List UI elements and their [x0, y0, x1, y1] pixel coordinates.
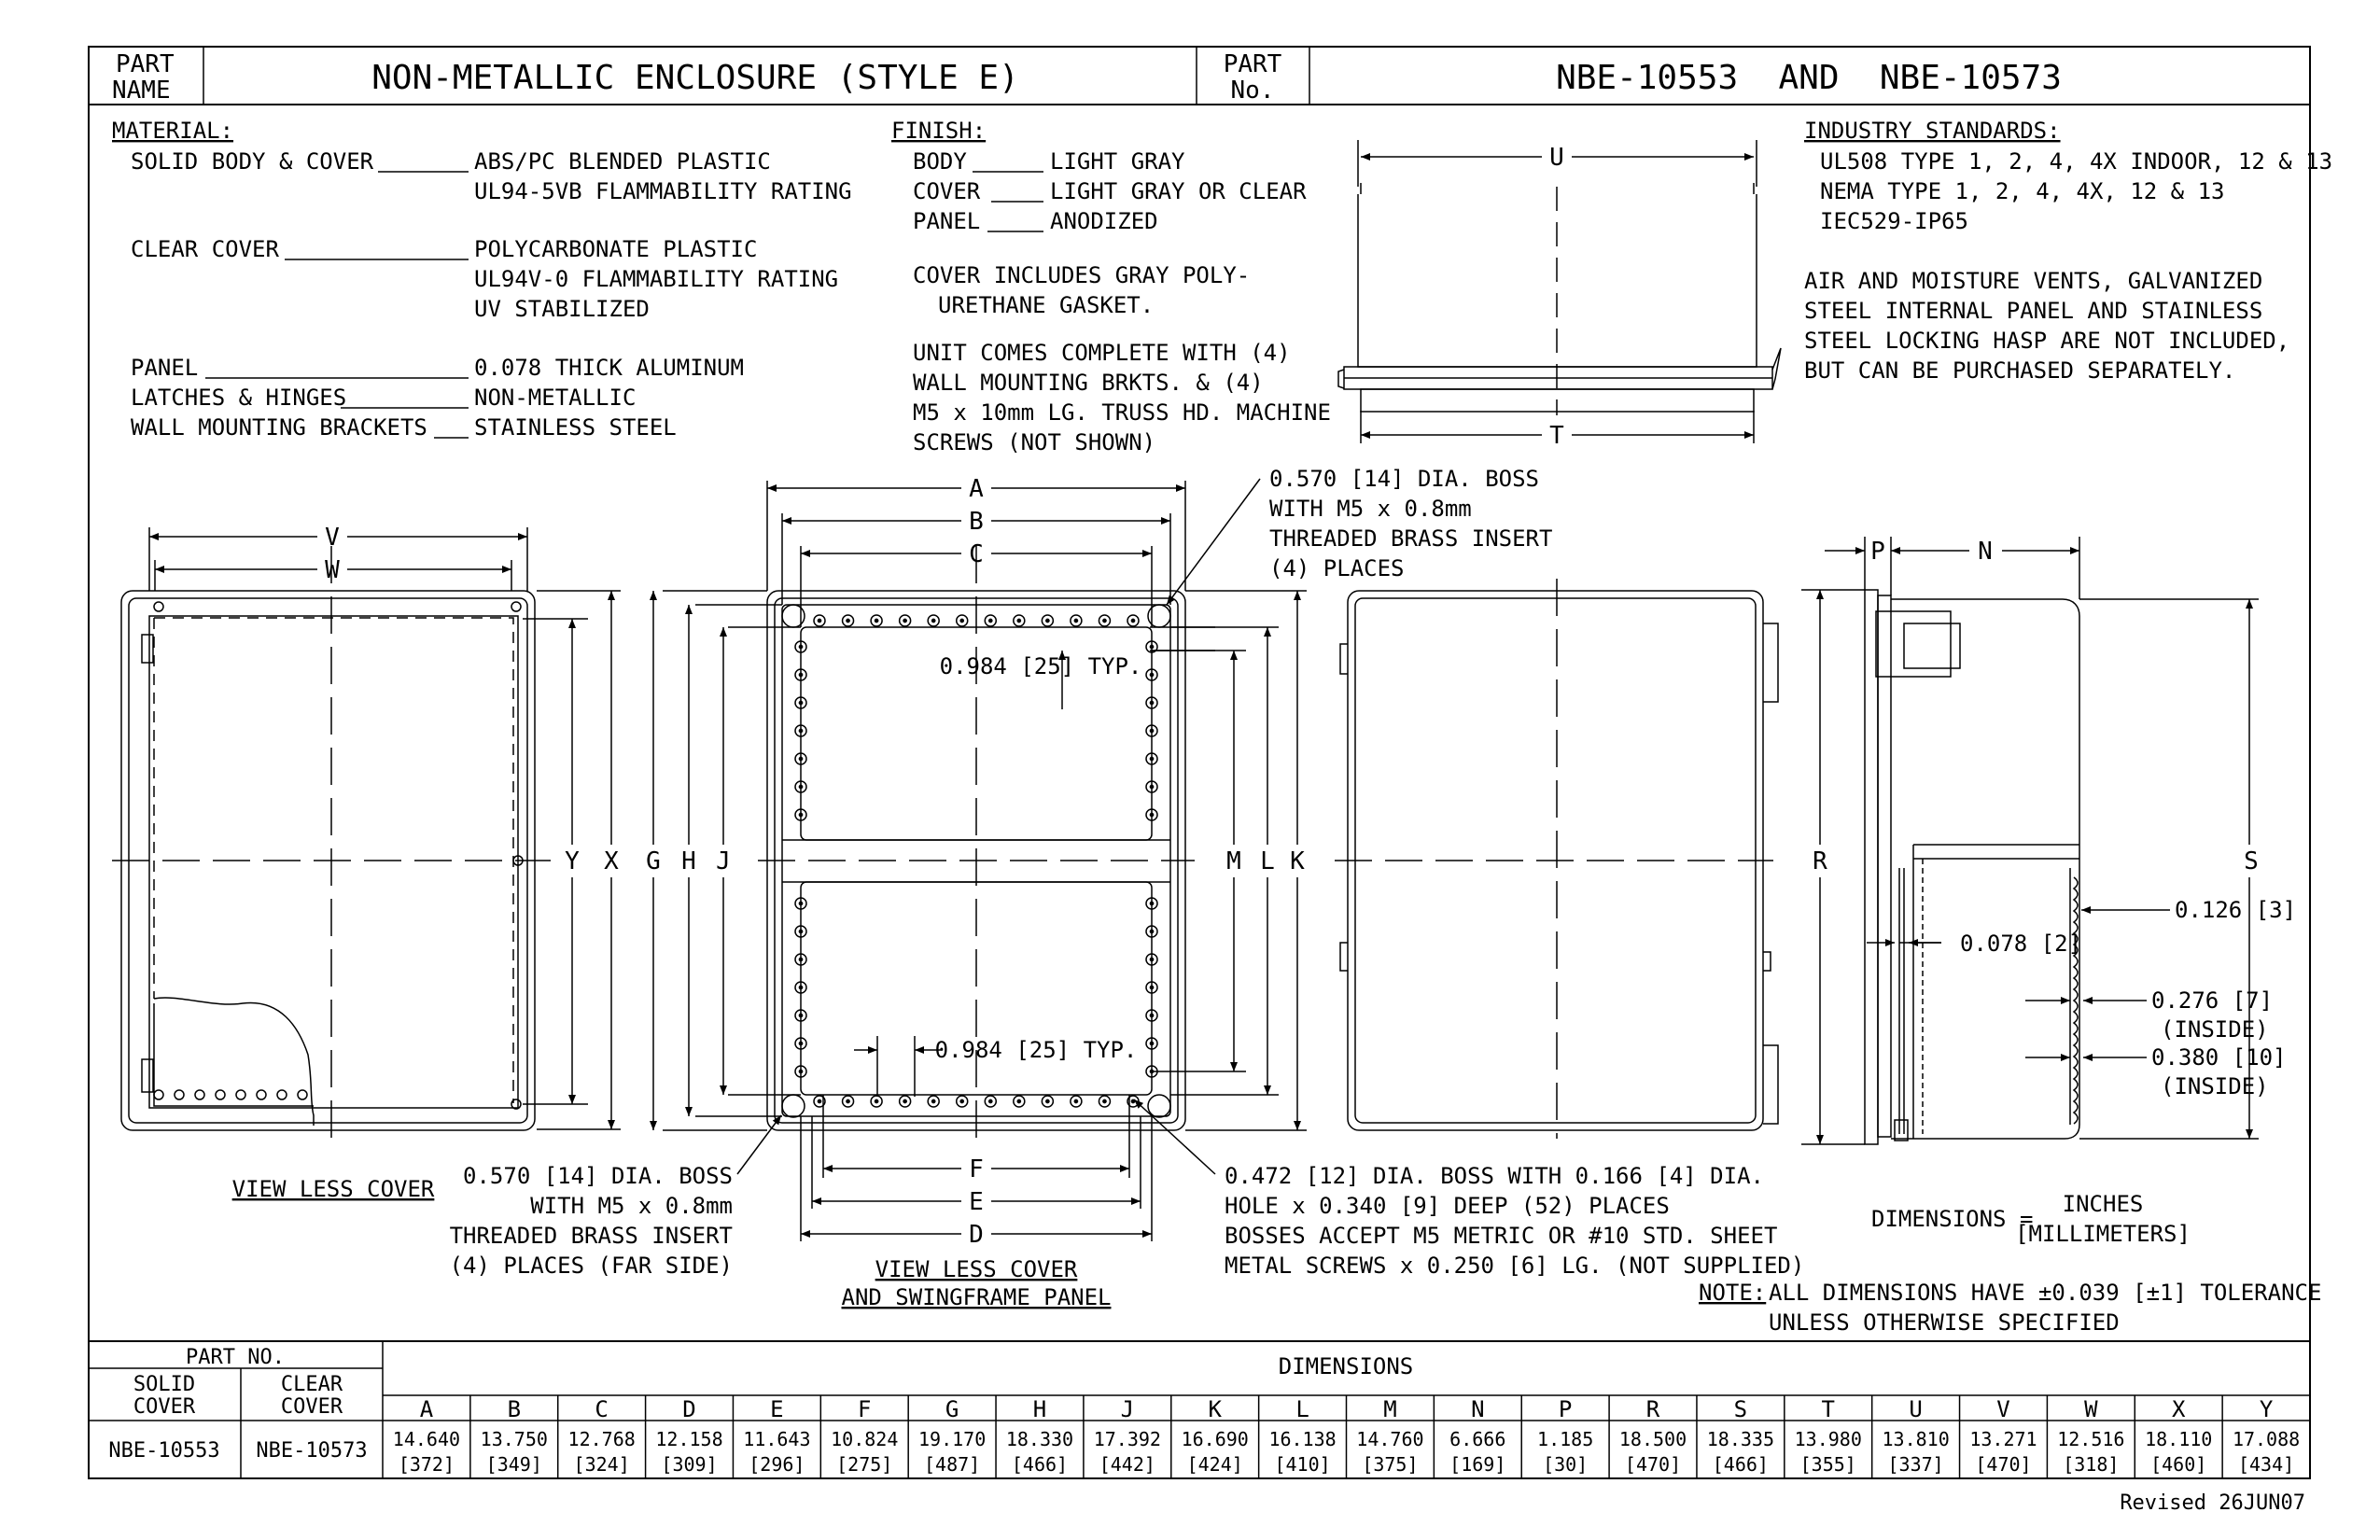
table-cell-inches: 12.158 [655, 1428, 723, 1450]
top-view [1338, 140, 1781, 443]
panel-boss-hole [1150, 1042, 1153, 1044]
panel-boss-hole [818, 1099, 820, 1102]
table-cell-inches: 18.335 [1706, 1428, 1775, 1450]
material-value: STAINLESS STEEL [474, 414, 677, 441]
side-view-labels [1813, 538, 2259, 875]
panel-boss-hole [799, 673, 802, 676]
finish-label: COVER [913, 178, 981, 204]
table-cell-inches: 12.768 [567, 1428, 636, 1450]
panel-boss-hole [1074, 1099, 1077, 1102]
panel-boss-hole [1074, 619, 1077, 622]
panel-boss-hole [1150, 729, 1153, 732]
table-column-header: P [1558, 1396, 1573, 1422]
table-cell-mm: [296] [749, 1453, 805, 1476]
table-cell-inches: 14.760 [1356, 1428, 1424, 1450]
small-boss-callout: BOSSES ACCEPT M5 METRIC OR #10 STD. SHEET [1225, 1223, 1778, 1249]
units-note [1871, 1191, 2191, 1247]
industry-standards [1804, 118, 2332, 384]
panel-boss-hole [799, 986, 802, 988]
table-solid-header: COVER [133, 1395, 196, 1419]
panel-boss-hole [989, 1099, 992, 1102]
table-cell-mm: [349] [485, 1453, 542, 1476]
material-value: NON-METALLIC [474, 385, 637, 411]
table-cell-mm: [30] [1543, 1453, 1589, 1476]
boss-callout-top: WITH M5 x 0.8mm [1269, 496, 1472, 522]
table-column-header: H [1032, 1396, 1047, 1422]
panel-boss-hole [875, 1099, 877, 1102]
material-notes [112, 118, 852, 441]
material-label: WALL MOUNTING BRACKETS [131, 414, 427, 441]
panel-boss-hole [799, 1042, 802, 1044]
boss-callout-bottom: WITH M5 x 0.8mm [530, 1193, 733, 1219]
finish-notes [891, 118, 1331, 455]
cover-view [1335, 579, 1778, 1139]
table-column-header: E [770, 1396, 784, 1422]
table-cell-inches: 11.643 [743, 1428, 811, 1450]
table-column-header: T [1821, 1396, 1835, 1422]
panel-boss-hole [989, 619, 992, 622]
material-label: LATCHES & HINGES [131, 385, 347, 411]
table-cell-inches: 13.750 [480, 1428, 548, 1450]
panel-boss-hole [903, 619, 906, 622]
material-value: UL94V-0 FLAMMABILITY RATING [474, 266, 839, 292]
table-part-no-header: PART NO. [186, 1346, 285, 1369]
panel-boss-hole [1017, 1099, 1020, 1102]
table-column-header: F [858, 1396, 872, 1422]
table-cell-mm: [324] [573, 1453, 630, 1476]
dim-0078: 0.078 [2] [1960, 931, 2082, 957]
industry-note: STEEL LOCKING HASP ARE NOT INCLUDED, [1804, 328, 2290, 354]
dim-0276: 0.276 [7] [2151, 987, 2274, 1014]
table-cell-inches: 16.138 [1268, 1428, 1337, 1450]
boss-callout-bottom: THREADED BRASS INSERT [449, 1223, 733, 1249]
panel-boss-hole [1150, 902, 1153, 904]
panel-boss-hole [960, 1099, 963, 1102]
boss-callout-top: THREADED BRASS INSERT [1269, 525, 1553, 552]
panel-boss-hole [1150, 673, 1153, 676]
table-cell-inches: 18.110 [2145, 1428, 2213, 1450]
finish-value: LIGHT GRAY OR CLEAR [1050, 178, 1307, 204]
finish-value: ANODIZED [1050, 208, 1158, 234]
table-cell-mm: [460] [2150, 1453, 2207, 1476]
table-clear-header: CLEAR [280, 1373, 343, 1396]
table-cell-inches: 13.271 [1969, 1428, 2037, 1450]
finish-note: WALL MOUNTING BRKTS. & (4) [913, 370, 1264, 396]
table-cell-inches: 13.980 [1794, 1428, 1862, 1450]
panel-boss-hole [799, 930, 802, 932]
finish-label: BODY [913, 148, 967, 175]
industry-line: IEC529-IP65 [1820, 208, 1968, 234]
table-column-header: M [1383, 1396, 1397, 1422]
panel-boss-hole [847, 619, 849, 622]
material-value: ABS/PC BLENDED PLASTIC [474, 148, 771, 175]
table-cell-inches: 13.810 [1882, 1428, 1950, 1450]
panel-boss-hole [1150, 757, 1153, 760]
boss-row [154, 602, 523, 1109]
small-boss-callout: METAL SCREWS x 0.250 [6] LG. (NOT SUPPLIED) [1225, 1253, 1805, 1279]
table-cell-mm: [466] [1712, 1453, 1769, 1476]
table-cell-inches: 17.392 [1093, 1428, 1161, 1450]
side-view-callouts [1960, 897, 2296, 1099]
table-column-header: C [595, 1396, 609, 1422]
table-cell-mm: [309] [661, 1453, 718, 1476]
dim-label-s: S [2244, 847, 2259, 875]
panel-boss-hole [1131, 1099, 1134, 1102]
finish-note: COVER INCLUDES GRAY POLY- [913, 262, 1251, 288]
material-label: SOLID BODY & COVER [131, 148, 374, 175]
industry-note: AIR AND MOISTURE VENTS, GALVANIZED [1804, 268, 2263, 294]
table-column-header: Y [2259, 1396, 2274, 1422]
dim-label-m: M [1226, 847, 1241, 875]
view-caption-2a: VIEW LESS COVER [875, 1256, 1078, 1282]
view-less-cover-labels [232, 524, 620, 1202]
table-column-header: A [419, 1396, 434, 1422]
dim-label-h: H [681, 847, 696, 875]
table-cell-mm: [487] [924, 1453, 981, 1476]
boss-callout-bottom: 0.570 [14] DIA. BOSS [463, 1163, 733, 1189]
small-boss-callout: HOLE x 0.340 [9] DEEP (52) PLACES [1225, 1193, 1670, 1219]
table-cell-mm: [337] [1887, 1453, 1944, 1476]
dim-label-a: A [969, 475, 984, 503]
title-block [112, 50, 2062, 105]
panel-boss-hole [1046, 619, 1049, 622]
front-view-labels [646, 475, 1305, 1310]
panel-boss-hole [799, 785, 802, 788]
table-clear-header: COVER [280, 1395, 343, 1419]
panel-boss-hole [799, 958, 802, 960]
table-column-header: D [682, 1396, 696, 1422]
dim-label-f: F [969, 1155, 984, 1183]
table-cell-mm: [372] [398, 1453, 455, 1476]
table-cell-inches: 18.330 [1005, 1428, 1074, 1450]
panel-boss-hole [1131, 619, 1134, 622]
panel-boss-hole [799, 813, 802, 816]
part-name-label-2: NAME [112, 77, 171, 105]
panel-boss-hole [1150, 785, 1153, 788]
finish-value: LIGHT GRAY [1050, 148, 1185, 175]
finish-note: UNIT COMES COMPLETE WITH (4) [913, 340, 1291, 366]
dim-label-n: N [1978, 538, 1993, 566]
table-cell-mm: [434] [2237, 1453, 2295, 1476]
table-column-header: J [1120, 1396, 1135, 1422]
dim-label-e: E [969, 1188, 984, 1216]
material-value: 0.078 THICK ALUMINUM [474, 355, 744, 381]
table-column-header: L [1295, 1396, 1309, 1422]
table-dimensions-header: DIMENSIONS [1278, 1353, 1414, 1379]
table-cell-mm: [470] [1975, 1453, 2032, 1476]
table-cell-inches: 16.690 [1181, 1428, 1249, 1450]
panel-boss-hole [1150, 958, 1153, 960]
material-value: UV STABILIZED [474, 296, 650, 322]
table-column-header: R [1645, 1396, 1660, 1422]
dim-label-u: U [1549, 144, 1564, 172]
part-no-label-2: No. [1230, 77, 1275, 105]
panel-boss-hole [1150, 930, 1153, 932]
table-column-header: X [2171, 1396, 2186, 1422]
table-solid-header: SOLID [133, 1373, 196, 1396]
finish-note: SCREWS (NOT SHOWN) [913, 429, 1156, 455]
table-cell-mm: [355] [1799, 1453, 1856, 1476]
table-cell-mm: [442] [1099, 1453, 1155, 1476]
dim-0126: 0.126 [3] [2175, 897, 2297, 923]
finish-heading: FINISH: [891, 118, 987, 144]
dimension-table-columns [393, 1395, 2300, 1478]
table-cell-inches: 1.185 [1537, 1428, 1594, 1450]
dim-label-b: B [969, 508, 984, 536]
finish-note: URETHANE GASKET. [938, 292, 1155, 318]
finish-label: PANEL [913, 208, 981, 234]
dim-label-c: C [969, 540, 984, 568]
table-cell-inches: 18.500 [1618, 1428, 1687, 1450]
panel-boss-hole [960, 619, 963, 622]
part-no-label-1: PART [1223, 50, 1282, 78]
dim-label-d: D [969, 1221, 984, 1249]
table-column-header: V [1996, 1396, 2010, 1422]
view-caption-2b: AND SWINGFRAME PANEL [841, 1284, 1112, 1310]
part-name-label-1: PART [116, 50, 175, 78]
table-cell-mm: [466] [1011, 1453, 1069, 1476]
table-cell-mm: [470] [1624, 1453, 1682, 1476]
panel-boss-hole [799, 1070, 802, 1072]
table-cell-inches: 14.640 [392, 1428, 461, 1450]
material-heading: MATERIAL: [112, 118, 234, 144]
table-cell-mm: [318] [2063, 1453, 2120, 1476]
panel-boss-hole [1103, 619, 1106, 622]
typ-dimension-bottom: 0.984 [25] TYP. [934, 1037, 1138, 1063]
panel-boss-hole [1150, 645, 1153, 648]
material-label: CLEAR COVER [131, 236, 279, 262]
table-clear-part: NBE-10573 [256, 1439, 368, 1463]
tolerance-note [1699, 1280, 2321, 1336]
panel-boss-hole [799, 645, 802, 648]
panel-boss-hole [1150, 701, 1153, 704]
dim-0380: 0.380 [10] [2151, 1044, 2287, 1071]
part-number: NBE-10553 AND NBE-10573 [1556, 59, 2062, 97]
dim-0276-inside: (INSIDE) [2161, 1016, 2269, 1043]
boss-callout-top: (4) PLACES [1269, 555, 1405, 581]
table-cell-inches: 19.170 [917, 1428, 987, 1450]
panel-boss-hole [903, 1099, 906, 1102]
small-boss-callout: 0.472 [12] DIA. BOSS WITH 0.166 [4] DIA. [1225, 1163, 1764, 1189]
table-cell-inches: 17.088 [2232, 1428, 2301, 1450]
revision-note: Revised 26JUN07 [2120, 1491, 2305, 1515]
industry-heading: INDUSTRY STANDARDS: [1804, 118, 2061, 144]
table-column-header: U [1909, 1396, 1923, 1422]
industry-note: STEEL INTERNAL PANEL AND STAINLESS [1804, 298, 2263, 324]
table-cell-mm: [424] [1186, 1453, 1243, 1476]
tolerance-line: UNLESS OTHERWISE SPECIFIED [1769, 1309, 2120, 1336]
panel-boss-hole [1150, 1014, 1153, 1016]
dim-label-g: G [646, 847, 661, 875]
finish-note: M5 x 10mm LG. TRUSS HD. MACHINE [913, 399, 1331, 426]
tolerance-line: ALL DIMENSIONS HAVE ±0.039 [±1] TOLERANCE [1769, 1280, 2322, 1306]
part-name: NON-METALLIC ENCLOSURE (STYLE E) [371, 59, 1019, 97]
material-value: POLYCARBONATE PLASTIC [474, 236, 758, 262]
finish-leaders [973, 172, 1043, 231]
table-cell-inches: 12.516 [2057, 1428, 2125, 1450]
panel-boss-hole [799, 902, 802, 904]
table-column-header: N [1471, 1396, 1485, 1422]
panel-boss-hole [932, 1099, 935, 1102]
industry-line: NEMA TYPE 1, 2, 4, 4X, 12 & 13 [1820, 178, 2225, 204]
units-label: DIMENSIONS = [1871, 1206, 2034, 1232]
dim-label-x: X [604, 847, 619, 875]
panel-boss-hole [799, 1014, 802, 1016]
dim-label-j: J [716, 847, 731, 875]
panel-boss-hole [1017, 619, 1020, 622]
table-cell-mm: [275] [836, 1453, 893, 1476]
front-view-panel [653, 479, 1307, 1241]
dim-label-r: R [1813, 847, 1827, 875]
panel-boss-hole [1150, 986, 1153, 988]
dim-label-v: V [325, 524, 340, 552]
table-cell-mm: [375] [1362, 1453, 1419, 1476]
dim-label-k: K [1290, 847, 1305, 875]
table-solid-part: NBE-10553 [108, 1439, 220, 1463]
units-mm: [MILLIMETERS] [2015, 1221, 2191, 1247]
dim-label-w: W [325, 556, 340, 584]
table-column-header: S [1733, 1396, 1748, 1422]
panel-boss-hole [847, 1099, 849, 1102]
table-column-header: G [945, 1396, 959, 1422]
table-column-header: B [507, 1396, 522, 1422]
table-cell-inches: 6.666 [1449, 1428, 1506, 1450]
panel-boss-hole [1046, 1099, 1049, 1102]
boss-callout-top: 0.570 [14] DIA. BOSS [1269, 466, 1539, 492]
view-less-cover [112, 527, 621, 1195]
industry-note: BUT CAN BE PURCHASED SEPARATELY. [1804, 357, 2236, 384]
material-value: UL94-5VB FLAMMABILITY RATING [474, 178, 852, 204]
dim-label-t: T [1549, 422, 1564, 450]
panel-boss-hole [799, 701, 802, 704]
table-column-header: K [1208, 1396, 1222, 1422]
table-cell-inches: 10.824 [831, 1428, 899, 1450]
industry-line: UL508 TYPE 1, 2, 4, 4X INDOOR, 12 & 13 [1820, 148, 2333, 175]
material-label: PANEL [131, 355, 199, 381]
dim-label-l: L [1260, 847, 1275, 875]
panel-boss-hole [875, 619, 877, 622]
units-inches: INCHES [2062, 1191, 2144, 1217]
panel-boss-hole [1150, 813, 1153, 816]
panel-boss-hole [799, 757, 802, 760]
table-cell-mm: [169] [1449, 1453, 1506, 1476]
panel-boss-hole [818, 619, 820, 622]
dim-label-p: P [1870, 538, 1885, 566]
table-cell-mm: [410] [1274, 1453, 1331, 1476]
panel-boss-hole [1103, 1099, 1106, 1102]
dim-0380-inside: (INSIDE) [2161, 1073, 2269, 1099]
boss-callout-bottom: (4) PLACES (FAR SIDE) [449, 1253, 733, 1279]
panel-boss-hole [1150, 1070, 1153, 1072]
dim-label-y: Y [565, 847, 580, 875]
panel-boss-hole [932, 619, 935, 622]
panel-boss-hole [799, 729, 802, 732]
tolerance-label: NOTE: [1699, 1280, 1767, 1306]
view-caption-1: VIEW LESS COVER [231, 1176, 435, 1202]
typ-dimension-top: 0.984 [25] TYP. [939, 653, 1142, 679]
table-column-header: W [2084, 1396, 2098, 1422]
